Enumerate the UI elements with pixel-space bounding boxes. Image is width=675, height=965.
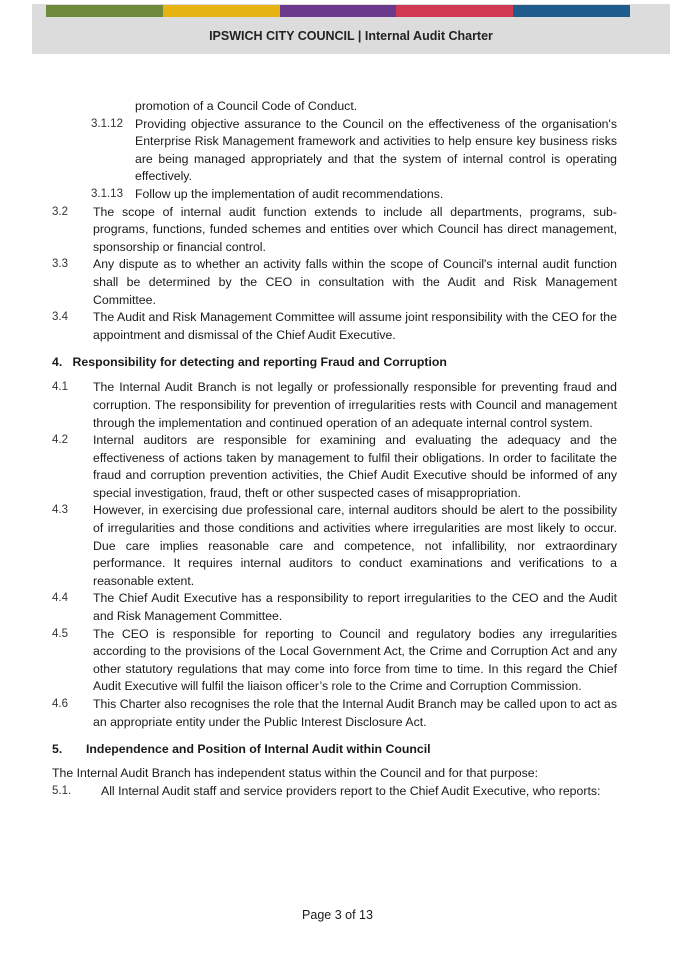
- stripe-green: [46, 5, 163, 17]
- clause-text: Follow up the implementation of audit recommendations.: [135, 186, 444, 201]
- clause-number: 4.1: [52, 381, 68, 394]
- clause-text: The Internal Audit Branch is not legally or professionally responsible for preventing fraud and corruption. The responsibility for prevention of irregularities rests with Council and management through the implementation and continued operation of an adequate internal control system.: [93, 380, 617, 430]
- clause-number: 3.4: [52, 311, 68, 324]
- clause-4-6: [52, 696, 617, 731]
- stripe-yellow: [163, 5, 280, 17]
- clause-text: All Internal Audit staff and service providers report to the Chief Audit Executive, who reports:: [101, 783, 601, 798]
- clause-3-1-12: [91, 116, 617, 186]
- page-number: Page 3 of 13: [302, 908, 373, 922]
- clause-4-1: [52, 379, 617, 432]
- clause-number: 3.1.12: [91, 117, 123, 130]
- clause-4-4: [52, 590, 617, 625]
- clause-number: 3.3: [52, 258, 68, 271]
- clause-3-4: [52, 309, 617, 344]
- clause-text: Providing objective assurance to the Council on the effectiveness of the organisation's Enterprise Risk Management framework and activities to help ensure key business risks are being managed appropriately and that the system of internal control is operating effectively.: [135, 116, 617, 184]
- clause-continuation: [135, 98, 617, 116]
- section-5-intro: The Internal Audit Branch has independent status within the Council and for that purpose:: [52, 766, 539, 781]
- clause-number: 4.2: [52, 434, 68, 447]
- stripe-blue: [513, 5, 630, 17]
- clause-3-3: [52, 256, 617, 309]
- clause-number: 4.6: [52, 698, 68, 710]
- clause-number: 5.1.: [52, 784, 72, 797]
- stripe-red: [396, 5, 513, 17]
- clause-number: 3.1.13: [91, 187, 123, 200]
- clause-text: The Audit and Risk Management Committee will assume joint responsibility with the CEO for the appointment and dismissal of the Chief Audit Executive.: [93, 310, 617, 342]
- clause-text: The CEO is responsible for reporting to Council and regulatory bodies any irregularities according to the provisions of the Local Government Act, the Crime and Corruption Act and any other statutory regulations that may come into force from time to time. In this regard the Chief Audit Executive will fulfil the liaison officer’s role to the Crime and Corruption Commission.: [93, 626, 617, 694]
- clause-text: promotion of a Council Code of Conduct.: [135, 99, 358, 113]
- section-4-heading: 4. Responsibility for detecting and reporting Fraud and Corruption: [52, 355, 447, 370]
- color-stripe-bar: [46, 5, 630, 17]
- section-5-title: Independence and Position of Internal Audit within Council: [86, 742, 431, 757]
- clause-4-2: [52, 432, 617, 502]
- clause-3-2: [52, 204, 617, 257]
- clause-text: Any dispute as to whether an activity falls within the scope of Council's internal audit function shall be determined by the CEO in consultation with the Audit and Risk Management Committee.: [93, 257, 617, 307]
- document-body: [0, 98, 675, 800]
- clause-4-3: [52, 502, 617, 590]
- clause-text: Internal auditors are responsible for examining and evaluating the adequacy and the effectiveness of actions taken by management to fulfil their obligations. In order to facilitate the fraud and corruption prevention activities, the Chief Audit Executive should be informed of any special investigation, fraud, theft or other suspected cases of misappropriation.: [93, 433, 617, 500]
- clause-4-5: [52, 626, 617, 696]
- stripe-purple: [280, 5, 397, 17]
- clause-number: 4.4: [52, 592, 68, 605]
- clause-text: However, in exercising due professional care, internal auditors should be alert to the possibility of irregularities and those conditions and activities where irregularities are most likely to occur. Due care implies reasonable care and competence, not infallibility, nor extraordinary performance. It requires internal auditors to conduct examinations and verifications to a reasonable extent.: [93, 503, 617, 588]
- clause-text: The Chief Audit Executive has a responsibility to report irregularities to the CEO and the Audit and Risk Management Committee.: [93, 591, 617, 624]
- clause-number: 3.2: [52, 205, 68, 218]
- clause-text: The scope of internal audit function extends to include all departments, programs, sub-programs, functions, funded schemes and entities over which Council has direct management, sponsorship or financial control.: [93, 204, 617, 254]
- section-5-number: 5.: [52, 742, 63, 757]
- header-title: IPSWICH CITY COUNCIL | Internal Audit Charter: [209, 29, 493, 43]
- section-5-heading: [52, 740, 617, 758]
- page-header: [32, 4, 670, 54]
- clause-number: 4.3: [52, 504, 68, 517]
- clause-text: This Charter also recognises the role that the Internal Audit Branch may be called upon to act as an appropriate entity under the Public Interest Disclosure Act.: [93, 697, 617, 729]
- clause-number: 4.5: [52, 627, 68, 640]
- clause-5-1: [52, 783, 625, 801]
- clause-3-1-13: [91, 186, 617, 204]
